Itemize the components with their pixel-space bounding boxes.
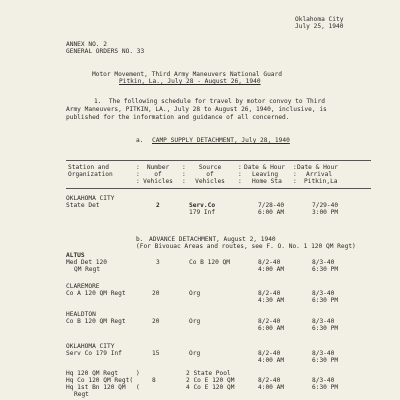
col-station-line2: Organization	[68, 171, 113, 178]
section-a-title: CAMP SUPPLY DETACHMENT, July 28, 1940	[152, 137, 290, 144]
b3-arrive-date: 8/3-40	[312, 350, 335, 357]
b0-count: 3	[156, 259, 160, 266]
b3-leave-date: 8/2-40	[258, 350, 281, 357]
b1-leave-time: 4:30 AM	[258, 297, 285, 304]
bl-brace-2: (	[136, 384, 140, 391]
col-count-line2: of	[154, 171, 162, 178]
b2-count: 20	[152, 318, 160, 325]
b1-org-1: Co A 120 QM Regt	[66, 290, 126, 297]
b3-arrive-time: 6:30 PM	[312, 357, 339, 364]
b2-org-1: Co B 120 QM Regt	[66, 318, 126, 325]
bl-arrive-time: 6:30 PM	[312, 384, 339, 391]
bl-count: 8	[152, 377, 156, 384]
header-city: Oklahoma City	[295, 16, 344, 23]
col-leave-line2: Leaving	[252, 171, 279, 178]
b3-org-1: Serv Co 179 Inf	[66, 350, 122, 357]
bl-arrive-date: 8/3-40	[312, 377, 335, 384]
b2-leave-time: 6:00 AM	[258, 325, 285, 332]
bl-source-2: 2 Co E 120 QM	[186, 377, 235, 384]
a-source-2: 179 Inf	[189, 209, 216, 216]
general-orders: GENERAL ORDERS NO. 33	[66, 48, 145, 55]
b2-station: HEALDTON	[66, 311, 96, 318]
bl-org-3: Hq 1st Bn 120 QM	[66, 384, 126, 391]
b1-source: Org	[189, 290, 201, 297]
col-leave-line1: Date & Hour	[244, 164, 285, 171]
col-leave-line3: Home Sta	[252, 178, 282, 185]
bl-org-2: Hq Co 120 QM Regt(	[66, 377, 134, 384]
b2-leave-date: 8/2-40	[258, 318, 281, 325]
b1-leave-date: 8/2-40	[258, 290, 281, 297]
section-b-note: (For Bivouac Areas and routes, see F. O. No. 1 120 QM Regt)	[136, 243, 356, 250]
col-arrive-line3: Pitkin,La	[304, 178, 338, 185]
bl-brace-1: )	[136, 370, 140, 377]
a-source-1: Serv.Co	[189, 202, 216, 209]
header-date: July 25, 1940	[295, 23, 344, 30]
b1-count: 20	[152, 290, 160, 297]
a-leave-date: 7/28-40	[258, 202, 285, 209]
a-station: OKLAHOMA CITY	[66, 195, 115, 202]
col-station-line1: Station and	[68, 164, 109, 171]
b3-source: Org	[189, 350, 201, 357]
col-source-line1: Source	[198, 164, 222, 171]
a-count: 2	[156, 202, 160, 209]
b0-leave-date: 8/2-40	[258, 259, 281, 266]
col-source-line2: of	[206, 171, 214, 178]
paragraph-line-1: 1. The following schedule for travel by motor convoy to Third	[94, 98, 325, 105]
b1-arrive-time: 6:30 PM	[312, 297, 339, 304]
col-source-line3: Vehicles	[195, 178, 225, 185]
bl-org-1: Hq 120 QM Regt	[66, 370, 119, 377]
bl-source-1: 2 State Pool	[186, 370, 231, 377]
table-header-rule	[66, 188, 371, 189]
b2-arrive-time: 6:30 PM	[312, 325, 339, 332]
bl-leave-date: 8/2-40	[258, 377, 281, 384]
title-line-1: Motor Movement, Third Army Maneuvers National Guard	[92, 71, 282, 78]
b0-station: ALTUS	[66, 252, 85, 259]
title-line-2: Pitkin, La., July 28 - August 26, 1940	[119, 78, 261, 85]
bl-org-4: Regt	[74, 391, 89, 398]
b2-arrive-date: 8/3-40	[312, 318, 335, 325]
section-b-label: b.	[136, 236, 144, 243]
b0-arrive-time: 6:30 PM	[312, 266, 339, 273]
b1-station: CLAREMORE	[66, 283, 100, 290]
b3-leave-time: 4:00 AM	[258, 357, 285, 364]
b0-source: Co B 120 QM	[189, 259, 230, 266]
b0-org-1: Med Det 120	[66, 259, 107, 266]
a-arrive-date: 7/29-40	[312, 202, 339, 209]
document-page: Oklahoma City July 25, 1940 ANNEX NO. 2 GENERAL ORDERS NO. 33 Motor Movement, Third Army Maneuvers National Guard Pitkin, La., July 28 - August 26, 1940 1. The following schedule for travel by motor convoy to Third Army Maneuvers, PITKIN, LA., July 28 to August 26, 1940, inclusive, is published for the information and guidance of all concerned. a. CAMP SUPPLY DETACHMENT, July 28, 1940 Station and Organization : : : Number of Vehicles : : : Source of Vehicles : : : Date & Hour Leaving Home Sta : : : Date & Hour Arrival Pitkin,La OKLAHOMA CITY State Det 2 Serv.Co 179 Inf 7/28-40 6:00 AM 7/29-40 3:00 PM b. ADVANCE DETACHMENT, August 2, 1940 (For Bivouac Areas and routes, see F. O. No. 1 120 QM Regt) ALTUS Med Det 120 QM Regt 3 Co B 120 QM 8/2-40 4:00 AM 8/3-40 6:30 PM CLAREMORE Co A 120 QM Regt 20 Org 8/2-40 4:30 AM 8/3-40 6:30 PM HEALDTON Co B 120 QM Regt 20 Org 8/2-40 6:00 AM 8/3-40 6:30 PM OKLAHOMA CITY Serv Co 179 Inf 15 Org 8/2-40 4:00 AM 8/3-40 6:30 PM Hq 120 QM Regt ) Hq Co 120 QM Regt( Hq 1st Bn 120 QM ( Regt 8 2 State Pool 2 Co E 120 QM 4 Co E 120 QM 8/2-40 4:00 AM 8/3-40 6:30 PM	[0, 0, 400, 400]
col-count-line3: Vehicles	[143, 178, 173, 185]
a-org: State Det	[66, 202, 100, 209]
annex-number: ANNEX NO. 2	[66, 41, 107, 48]
col-arrive-line2: Arrival	[306, 171, 333, 178]
b2-source: Org	[189, 318, 201, 325]
b0-arrive-date: 8/3-40	[312, 259, 335, 266]
b0-org-2: QM Regt	[74, 266, 101, 273]
section-b-title: ADVANCE DETACHMENT, August 2, 1940	[149, 236, 276, 243]
b3-count: 15	[152, 350, 160, 357]
paragraph-line-2: Army Maneuvers, PITKIN, LA., July 28 to August 26, 1940, inclusive, is	[66, 106, 327, 113]
paragraph-line-3: published for the information and guidance of all concerned.	[66, 114, 290, 121]
bl-leave-time: 4:00 AM	[258, 384, 285, 391]
col-count-line1: Number	[146, 164, 170, 171]
b3-station: OKLAHOMA CITY	[66, 343, 115, 350]
col-arrive-line1: Date & Hour	[297, 164, 338, 171]
table-top-rule	[66, 160, 371, 161]
a-arrive-time: 3:00 PM	[312, 209, 339, 216]
bl-source-3: 4 Co E 120 QM	[186, 384, 235, 391]
b0-leave-time: 4:00 AM	[258, 266, 285, 273]
b1-arrive-date: 8/3-40	[312, 290, 335, 297]
a-leave-time: 6:00 AM	[258, 209, 285, 216]
section-a-label: a.	[136, 137, 144, 144]
